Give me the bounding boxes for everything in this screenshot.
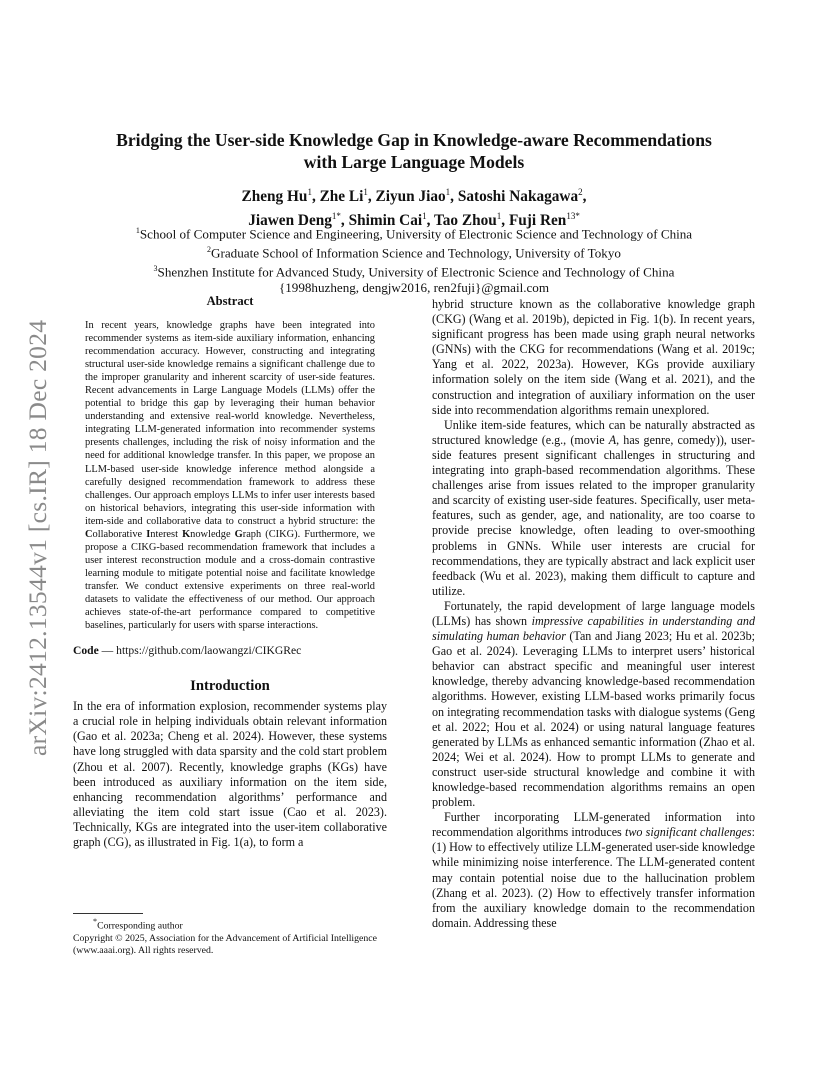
author-affil-mark: 1: [445, 187, 451, 197]
corresponding-author-note: *Corresponding author: [93, 917, 183, 932]
abstract-text: In recent years, knowledge graphs have been integrated into recommender systems as item-side auxiliary information, enhancing recommendation accuracy. However, constructing and integrating structural user-side knowledge remains a significant challenge due to the improper granularity and inherent scarcity of user-side features. Recent advancements in Large Language Models (LLMs) offer the potential to bridge this gap by leveraging their human behavior understanding and extensive real-world knowledge. Nevertheless, integrating LLM-generated information into recommender systems presents challenges, including the risk of noisy information and the need for additional knowledge transfer. In this paper, we propose an LLM-based user-side knowledge inference method alongside a carefully designed recommendation framework to address these challenges. Our approach employs LLMs to infer user interests based on historical behaviors, integrating this user-side information with item-side and collaborative data to construct a hybrid structure: the Collaborative Interest Knowledge Graph (CIKG). Furthermore, we propose a CIKG-based recommendation framework that includes a user interest reconstruction module and a cross-domain contrastive learning module to mitigate potential noise and facilitate knowledge transfer. We conduct extensive experiments on three real-world datasets to validate the effectiveness of our method. Our approach achieves state-of-the-art performance compared to competitive baselines, particularly for users with sparse interactions.: [85, 320, 376, 632]
body-paragraph: hybrid structure known as the collaborative knowledge graph (CKG) (Wang et al. 2019b), depicted in Fig. 1(b). In recent years, significant progress has been made using graph neural networks (GNNs) with the CKG for recommendations (Wang et al. 2019c; Yang et al. 2022, 2023a). However, KGs provide auxiliary information solely on the item side (Wang et al. 2021), and the construction and integration of auxiliary information on the user side into recommendation algorithms remain unexplored.: [432, 297, 755, 417]
introduction-heading: Introduction: [190, 678, 270, 695]
author-affil-mark: 13*: [566, 210, 580, 221]
author-name: Shimin Cai: [348, 211, 423, 229]
copyright-notice: Copyright © 2025, Association for the Advancement of Artificial Intelligence (www.aaai.org). All rights reserved.: [73, 932, 377, 957]
author-name: Fuji Ren: [508, 211, 567, 229]
author-affil-mark: 1: [307, 187, 312, 197]
author-name: Satoshi Nakagawa: [457, 188, 579, 206]
affiliation-3: $^3$Shenzhen Institute for Advanced Study, University of Electronic Science and Technology of China: [153, 263, 675, 280]
paper-title: [60, 129, 768, 173]
affiliation-2: $^2$Graduate School of Information Science and Technology, University of Tokyo: [207, 244, 621, 261]
affiliation-1: $^1$School of Computer Science and Engineering, University of Electronic Science and Technology of China: [135, 226, 693, 242]
title-line-1: Bridging the User-side Knowledge Gap in Knowledge-aware Recommendations: [116, 130, 712, 150]
author-name: Zheng Hu: [241, 188, 308, 206]
code-url[interactable]: https://github.com/laowangzi/CIKGRec: [116, 644, 302, 658]
body-paragraph: Unlike item-side features, which can be naturally abstracted as structured knowledge (e.g., (movie A, has genre, comedy)), user-side features present significant challenges in structuring and integrating into graph-based recommendation algorithms. These challenges arise from issues related to the improper granularity and scarcity of existing user-side features. Specifically, user meta-features, such as gender, age, and nationality, are too coarse to provide precise knowledge, often leading to over-smoothing problems in GNNs. While user interests are crucial for recommendations, they are typically abstract and lack explicit user feedback (Wu et al. 2023), making them difficult to capture and utilize.: [432, 417, 755, 598]
title-line-2: with Large Language Models: [303, 152, 525, 172]
author-emails: {1998huzheng, dengjw2016, ren2fuji}@gmail.com: [278, 279, 550, 295]
introduction-paragraph: In the era of information explosion, recommender systems play a crucial role in helping individuals obtain relevant information (Gao et al. 2023a; Cheng et al. 2024). However, these systems have long struggled with data sparsity and the cold start problem (Zhou et al. 2007). Recently, knowledge graphs (KGs) have been introduced as auxiliary information on the item side, enhancing recommendation algorithms’ performance and alleviating the item cold start issue (Cao et al. 2023). Technically, KGs are integrated into the user-item collaborative graph (CG), as illustrated in Fig. 1(a), to form a: [73, 699, 387, 849]
author-name: Jiawen Deng: [248, 211, 332, 229]
author-name: Zhe Li: [319, 188, 364, 206]
left-column: [73, 294, 387, 850]
code-label: Code: [73, 644, 99, 658]
right-column: [432, 297, 755, 931]
author-row-2: Jiawen Deng$^{1*}$, Shimin Cai$^1$, Tao Zhou$^1$, Fuji Ren$^{13*}$: [248, 210, 580, 229]
author-name: Ziyun Jiao: [375, 188, 446, 206]
author-affil-mark: 2: [578, 187, 583, 197]
body-paragraph: Further incorporating LLM-generated information into recommendation algorithms introduces two significant challenges: (1) How to effectively utilize LLM-generated user-side knowledge while minimizing noise interference. The LLM-generated content may contain potential noise due to the hallucination problem (Zhang et al. 2023). (2) How to effectively transfer information from the auxiliary knowledge domain to the recommendation domain. Addressing these: [432, 810, 755, 930]
author-affil-mark: 1: [363, 187, 368, 197]
author-name: Tao Zhou: [433, 211, 497, 229]
body-paragraph: Fortunately, the rapid development of large language models (LLMs) has shown impressive capabilities in understanding and simulating human behavior (Tan and Jiang 2023; Hu et al. 2023b; Gao et al. 2024). Leveraging LLMs to interpret users’ historical behavior can abstract specific and meaningful user interest knowledge, thereby advancing knowledge-based recommendation algorithms. However, existing LLM-based works primarily focus on integrating recommendation tasks with dialogue systems (Geng et al. 2022; Hou et al. 2024) or using natural language features generated by LLMs as enhanced semantic information (Zhao et al. 2024; Wei et al. 2024). How to prompt LLMs to generate and construct user-side structural knowledge and combine it with knowledge-based recommendation algorithms remains an open problem.: [432, 598, 755, 810]
arxiv-stamp: arXiv:2412.13544v1 [cs.IR] 18 Dec 2024: [23, 319, 52, 756]
author-affil-mark: 1*: [331, 210, 341, 221]
abstract-heading: Abstract: [206, 294, 254, 308]
author-affil-mark: 1: [496, 210, 502, 221]
code-link-line: Code — https://github.com/laowangzi/CIKGRec: [73, 644, 302, 658]
author-row-1: Zheng Hu$^1$, Zhe Li$^1$, Ziyun Jiao$^1$, Satoshi Nakagawa$^2$,: [241, 187, 587, 206]
affiliations: [60, 223, 768, 295]
author-affil-mark: 1: [422, 210, 427, 221]
footnote-rule: [73, 913, 143, 914]
footnote: [73, 913, 387, 958]
